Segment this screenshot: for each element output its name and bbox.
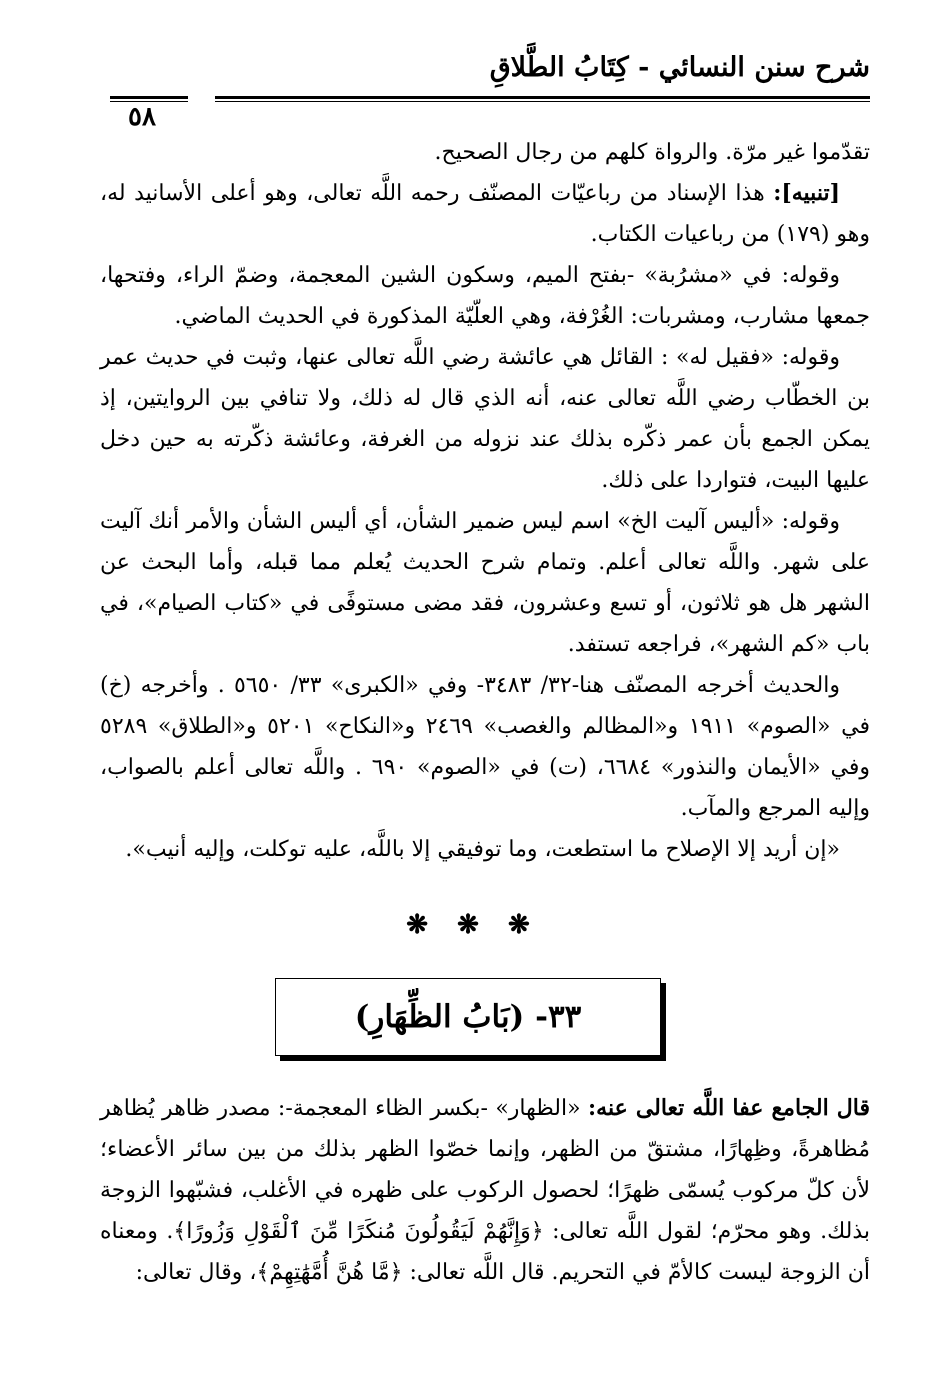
compiler-lead: قال الجامع عفا اللَّه تعالى عنه:: [588, 1095, 870, 1121]
paragraph-alaysa-alayta: وقوله: «أليس آليت الخ» اسم ليس ضمير الشأن، أي أليس الشأن والأمر أنك آليت على شهر. واللَّه تعالى أعلم. وتمام شرح الحديث يُعلم مما قبله، وأما البحث عن الشهر هل هو ثلاثون، أو تسع وعشرون، فقد مضى مستوفًى في «كتاب الصيام»، في باب «كم الشهر»، فراجعه تستفد.: [100, 509, 870, 657]
paragraph-fa-qila-lahu: وقوله: «فقيل له» : القائل هي عائشة رضي اللَّه تعالى عنها، وثبت في حديث عمر بن الخطّاب رضي اللَّه تعالى عنه، أنه الذي قال له ذلك، ولا تنافي بين الروايتين، إذ يمكن الجمع بأن عمر ذكّره بذلك عند نزوله من الغرفة، وعائشة ذكّرته به حين دخل عليها البيت، فتواردا على ذلك.: [100, 345, 870, 493]
paragraph-takhrij: والحديث أخرجه المصنّف هنا-٣٢/ ٣٤٨٣- وفي «الكبرى» ٣٣/ ٥٦٥٠ . وأخرجه (خ) في «الصوم» ١٩١١ و«المظالم والغصب» ٢٤٦٩ و«النكاح» ٥٢٠١ و«الطلاق» ٥٢٨٩ وفي «الأيمان والنذور» ٦٦٨٤، (ت) في «الصوم» ٦٩٠ . واللَّه تعالى أعلم بالصواب، وإليه المرجع والمآب.: [100, 673, 870, 821]
chapter-body: [100, 1088, 870, 1293]
paragraph-narrators: تقدّموا غير مرّة. والرواة كلهم من رجال الصحيح.: [434, 140, 870, 165]
commentary-body: [100, 132, 870, 870]
paragraph-mashruba: وقوله: في «مشرُبة» -بفتح الميم، وسكون الشين المعجمة، وضمّ الراء، وفتحها، جمعها مشارب، ومشربات: الغُرْفة، وهي العلّيّة المذكورة في الحديث الماضي.: [100, 263, 870, 329]
note-text: هذا الإسناد من رباعيّات المصنّف رحمه اللَّه تعالى، وهو أعلى الأسانيد له، وهو (١٧٩) من رباعيات الكتاب.: [100, 181, 870, 247]
page-number: ٥٨: [128, 102, 156, 132]
chapter-title: ٣٣- (بَابُ الظِّهَارِ): [354, 999, 582, 1035]
paragraph-note: [100, 173, 870, 255]
running-header-title: شرح سنن النسائي - كِتَابُ الطَّلاقِ: [489, 52, 870, 83]
chapter-heading-box: [275, 978, 661, 1056]
paragraph-zihar-definition: [100, 1088, 870, 1293]
zihar-definition-text: «الظهار» -بكسر الظاء المعجمة-: مصدر ظاهر يُظاهر مُظاهرةً، وظِهارًا، مشتقّ من الظهر، وإنما خصّوا الظهر بذلك من بين سائر الأعضاء؛ لأن كلّ مركوب يُسمّى ظهرًا؛ لحصول الركوب على ظهره في الأغلب، فشبّهوا الزوجة بذلك. وهو محرّم؛ لقول اللَّه تعالى: ﴿وَإِنَّهُمْ لَيَقُولُونَ مُنكَرًا مِّنَ ٱلْقَوْلِ وَزُورًا﴾. ومعناه أن الزوجة ليست كالأمّ في التحريم. قال اللَّه تعالى: ﴿مَّا هُنَّ أُمَّهَٰتِهِمْ﴾، وقال تعالى:: [100, 1096, 870, 1285]
section-separator: ❋ ❋ ❋: [406, 910, 540, 940]
paragraph-closing-dua: «إن أريد إلا الإصلاح ما استطعت، وما توفيقي إلا باللَّه، عليه توكلت، وإليه أنيب».: [125, 837, 840, 862]
note-label: [تنبيه]:: [773, 180, 840, 206]
header-rule: [215, 96, 870, 102]
